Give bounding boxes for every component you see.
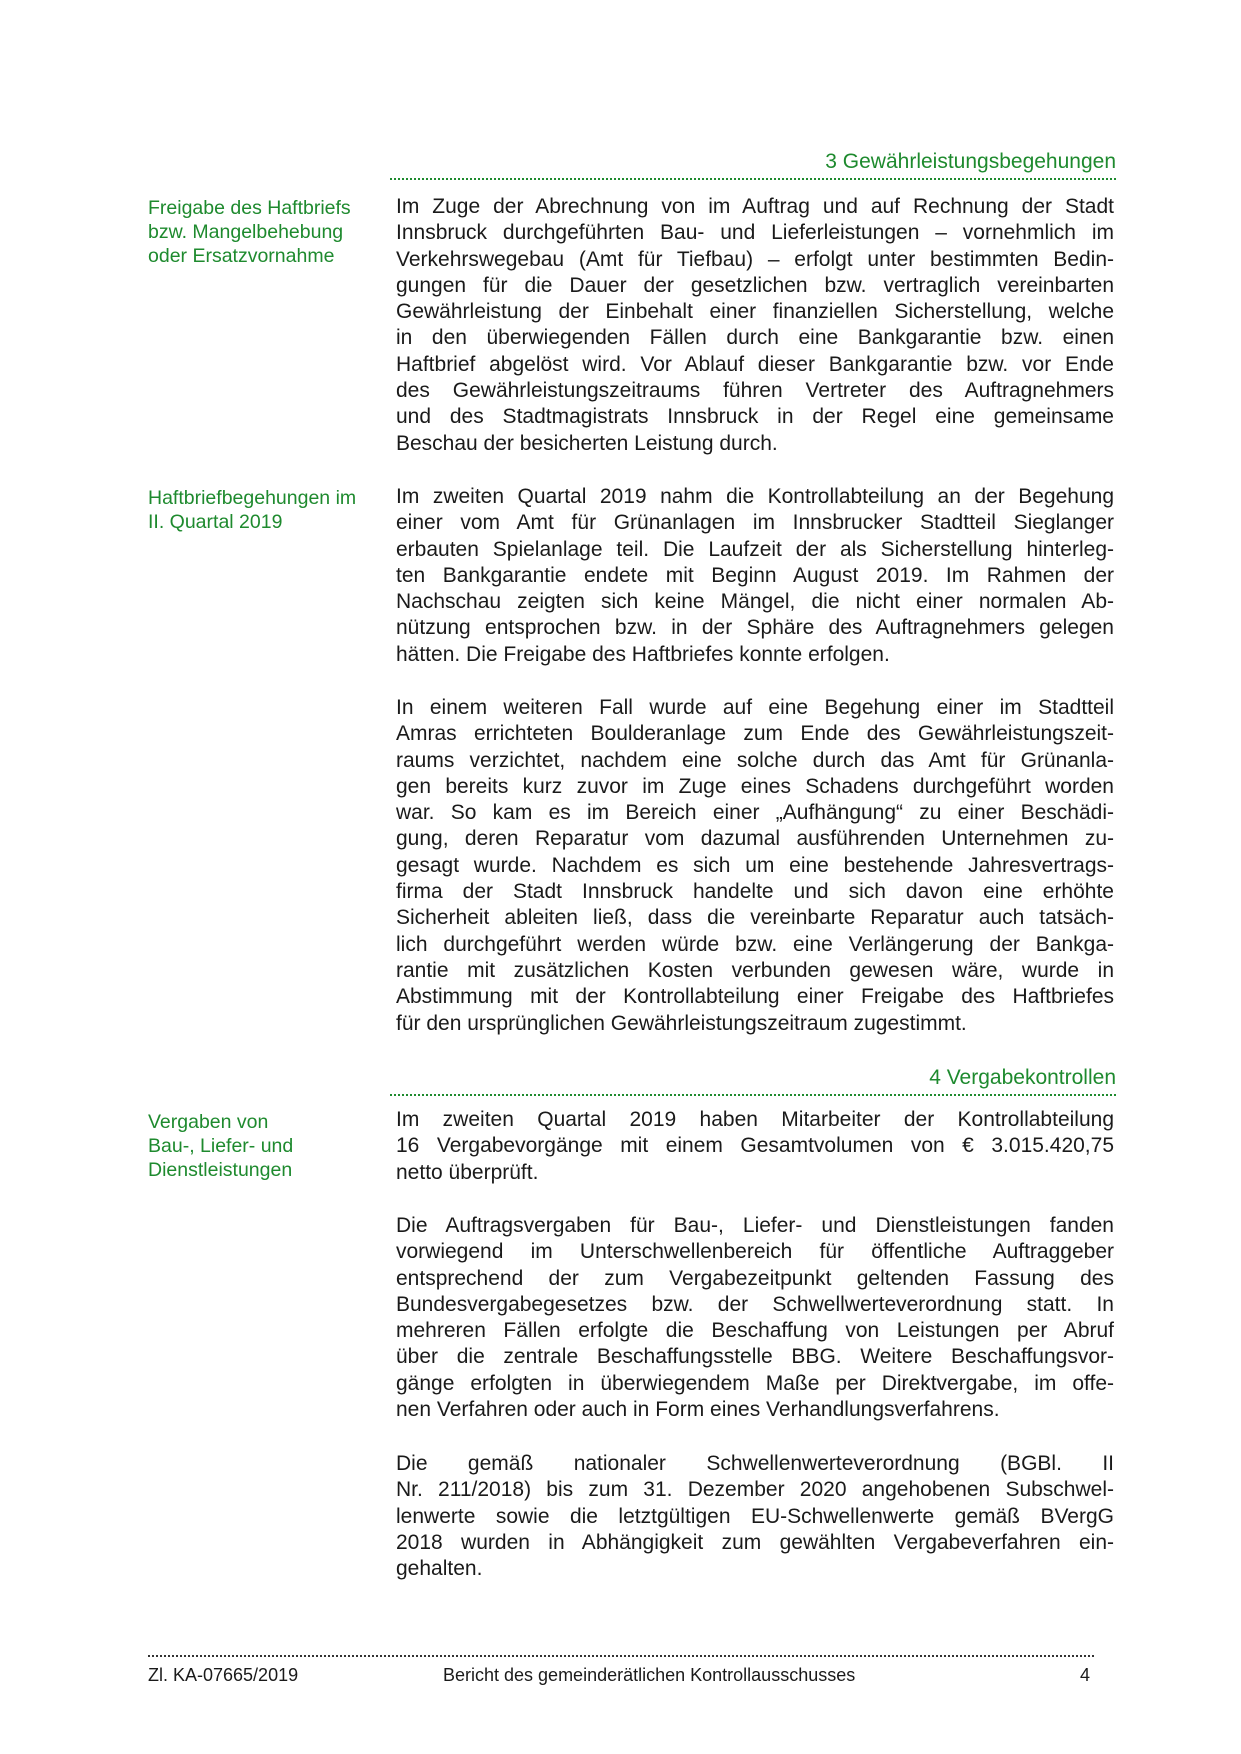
text-line: Sicherheit ableiten ließ, dass die vereinbarte Reparatur auch tatsäch- <box>396 906 1114 930</box>
footer-reference: Zl. KA-07665/2019 <box>148 1665 299 1685</box>
text-line: Amras errichteten Boulderanlage zum Ende des Gewährleistungszeit- <box>396 722 1114 746</box>
text-line: gehalten. <box>396 1557 483 1581</box>
text-line: erbauten Spielanlage teil. Die Laufzeit der als Sicherstellung hinterleg- <box>396 537 1114 561</box>
paragraph-auftragsvergaben <box>396 1213 1114 1423</box>
text-line: Verkehrswegebau (Amt für Tiefbau) – erfolgt unter bestimmten Bedin- <box>396 247 1114 271</box>
margin-note-line: Dienstleistungen <box>148 1159 293 1181</box>
margin-note-line: bzw. Mangelbehebung <box>148 221 344 243</box>
margin-note-line: oder Ersatzvornahme <box>148 245 335 267</box>
text-line: netto überprüft. <box>396 1160 539 1184</box>
text-line: Gewährleistung der Einbehalt einer finanziellen Sicherstellung, welche <box>396 300 1114 324</box>
text-line: Nr. 211/2018) bis zum 31. Dezember 2020 angehobenen Subschwel- <box>396 1478 1114 1502</box>
margin-note-vergaben <box>148 1110 380 1182</box>
text-line: nützung entsprochen bzw. in der Sphäre des Auftragnehmers gelegen <box>396 616 1114 640</box>
text-line: war. So kam es im Bereich einer „Aufhängung“ zu einer Beschädi- <box>396 801 1114 825</box>
text-line: Im Zuge der Abrechnung von im Auftrag und auf Rechnung der Stadt <box>396 195 1114 218</box>
text-line: für den ursprünglichen Gewährleistungszeitraum zugestimmt. <box>396 1011 967 1035</box>
text-line: rantie mit zusätzlichen Kosten verbunden gewesen wäre, wurde in <box>396 958 1114 982</box>
text-line: Innsbruck durchgeführten Bau- und Lieferleistungen – vornehmlich im <box>396 221 1114 245</box>
text-line: gänge erfolgten in überwiegendem Maße per Direktvergabe, im offe- <box>396 1371 1114 1395</box>
margin-note-haftbrief-freigabe <box>148 196 380 268</box>
text-line: 2018 wurden in Abhängigkeit zum gewählten Vergabeverfahren ein- <box>396 1530 1114 1554</box>
margin-note-line: II. Quartal 2019 <box>148 511 283 533</box>
section-3-rule <box>390 178 1116 180</box>
text-line: gungen für die Dauer der gesetzlichen bzw. vertraglich vereinbarten <box>396 273 1114 297</box>
text-line: Im zweiten Quartal 2019 haben Mitarbeiter der Kontrollabteilung <box>396 1108 1114 1131</box>
text-line: ten Bankgarantie endete mit Beginn August 2019. Im Rahmen der <box>396 563 1114 587</box>
paragraph-vergabevorgaenge <box>396 1107 1114 1186</box>
section-4-rule <box>390 1094 1116 1096</box>
paragraph-gewaehrleistung-intro <box>396 194 1114 457</box>
footer-rule <box>148 1655 1094 1657</box>
section-4-heading: 4 Vergabekontrollen <box>929 1066 1116 1089</box>
text-line: Nachschau zeigten sich keine Mängel, die nicht einer normalen Ab- <box>396 590 1114 614</box>
text-line: in den überwiegenden Fällen durch eine Bankgarantie bzw. einen <box>396 326 1114 350</box>
page-number: 4 <box>1080 1665 1091 1685</box>
footer-title: Bericht des gemeinderätlichen Kontrollausschusses <box>443 1665 856 1685</box>
text-line: lich durchgeführt werden würde bzw. eine Verlängerung der Bankga- <box>396 932 1114 956</box>
text-line: Die Auftragsvergaben für Bau-, Liefer- und Dienstleistungen fanden <box>396 1214 1114 1237</box>
margin-note-line: Vergaben von <box>148 1111 269 1133</box>
text-line: nen Verfahren oder auch in Form eines Verhandlungsverfahrens. <box>396 1398 1000 1422</box>
text-line: des Gewährleistungszeitraums führen Vertreter des Auftragnehmers <box>396 379 1114 403</box>
text-line: Haftbrief abgelöst wird. Vor Ablauf dieser Bankgarantie bzw. vor Ende <box>396 352 1114 376</box>
text-line: Bundesvergabegesetzes bzw. der Schwellwerteverordnung statt. In <box>396 1292 1114 1316</box>
text-line: In einem weiteren Fall wurde auf eine Begehung einer im Stadtteil <box>396 696 1114 719</box>
text-line: entsprechend der zum Vergabezeitpunkt geltenden Fassung des <box>396 1266 1114 1290</box>
paragraph-schwellenwerte <box>396 1451 1114 1582</box>
text-line: raums verzichtet, nachdem eine solche durch das Amt für Grünanla- <box>396 748 1114 772</box>
text-line: firma der Stadt Innsbruck handelte und sich davon eine erhöhte <box>396 880 1114 904</box>
paragraph-sieglanger <box>396 484 1114 668</box>
margin-note-line: Bau-, Liefer- und <box>148 1135 294 1157</box>
text-line: hätten. Die Freigabe des Haftbriefes konnte erfolgen. <box>396 642 890 666</box>
margin-note-haftbriefbegehungen <box>148 486 380 534</box>
text-line: über die zentrale Beschaffungsstelle BBG. Weitere Beschaffungsvor- <box>396 1345 1114 1369</box>
paragraph-amras <box>396 695 1114 1037</box>
section-3-heading: 3 Gewährleistungsbegehungen <box>825 150 1116 173</box>
margin-note-line: Freigabe des Haftbriefs <box>148 197 351 219</box>
text-line: Die gemäß nationaler Schwellenwerteverordnung (BGBl. II <box>396 1452 1114 1475</box>
text-line: Im zweiten Quartal 2019 nahm die Kontrollabteilung an der Begehung <box>396 485 1114 508</box>
text-line: einer vom Amt für Grünanlagen im Innsbrucker Stadtteil Sieglanger <box>396 511 1114 535</box>
text-line: vorwiegend im Unterschwellenbereich für öffentliche Auftraggeber <box>396 1240 1114 1264</box>
text-line: lenwerte sowie die letztgültigen EU-Schwellenwerte gemäß BVergG <box>396 1504 1114 1528</box>
text-line: Beschau der besicherten Leistung durch. <box>396 431 778 455</box>
text-line: gung, deren Reparatur vom dazumal ausführenden Unternehmen zu- <box>396 827 1114 851</box>
text-line: und des Stadtmagistrats Innsbruck in der Regel eine gemeinsame <box>396 405 1114 429</box>
text-line: mehreren Fällen erfolgte die Beschaffung von Leistungen per Abruf <box>396 1319 1114 1343</box>
text-line: 16 Vergabevorgänge mit einem Gesamtvolumen von € 3.015.420,75 <box>396 1134 1114 1158</box>
text-line: gen bereits kurz zuvor im Zuge eines Schadens durchgeführt worden <box>396 774 1114 798</box>
margin-note-line: Haftbriefbegehungen im <box>148 487 357 509</box>
text-line: Abstimmung mit der Kontrollabteilung einer Freigabe des Haftbriefes <box>396 985 1114 1009</box>
text-line: gesagt wurde. Nachdem es sich um eine bestehende Jahresvertrags- <box>396 853 1114 877</box>
